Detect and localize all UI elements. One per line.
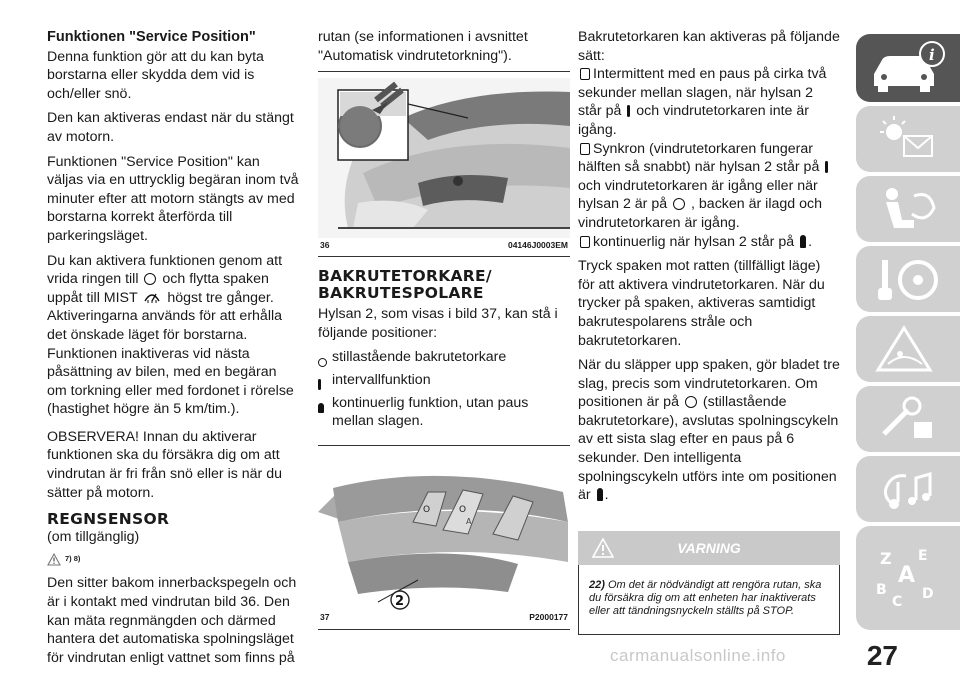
bullet-synkron	[578, 140, 840, 233]
paragraph: Denna funktion gör att du kan byta borstarna eller skydda dem vid is och/eller snö.	[47, 48, 264, 102]
text: Synkron (vindrutetorkaren fungerar hälften så snabbt) när hylsan 2 står på	[578, 140, 820, 176]
text: och vindrutetorkaren är igång eller när hylsan 2 är på	[578, 177, 818, 213]
list-item-text: stillastående bakrutetorkare	[332, 349, 507, 366]
circle-off-icon	[144, 273, 156, 285]
tab-safety[interactable]	[856, 176, 960, 242]
tab-warning-lights[interactable]	[856, 106, 960, 172]
bullet-continuous	[578, 233, 840, 252]
tab-maintenance[interactable]	[856, 386, 960, 452]
car-info-icon	[868, 40, 948, 96]
wiper-lever-image	[318, 452, 570, 611]
text: kontinuerlig när hylsan 2 står på	[593, 233, 795, 250]
bullet-box-icon	[580, 143, 590, 155]
position-continuous-icon	[800, 235, 806, 248]
text: Du kan aktivera funktionen genom att vrida ringen till	[47, 252, 283, 288]
warning-box-header	[578, 531, 840, 565]
text: Intermittent med en paus på cirka två sekunder mellan slagen, när hylsan 2 står på	[578, 66, 827, 120]
bullet-intermittent	[578, 65, 840, 139]
text: .	[808, 233, 813, 250]
text: och vindrutetorkaren inte är igång.	[578, 103, 809, 138]
figure-number: 36	[320, 239, 330, 250]
svg-text:E: E	[918, 548, 928, 564]
svg-text:i: i	[929, 46, 935, 64]
svg-text:O: O	[459, 504, 467, 515]
paragraph: Tryck spaken mot ratten (tillfälligt läge) för att aktivera vindrutetorkaren. När du trycker på spaken, aktiveras samtidigt bakrutespolarens stråle och bakrutetorkaren.	[578, 258, 825, 349]
tab-car-info[interactable]	[856, 34, 960, 102]
reference-numbers: 7) 8)	[65, 553, 81, 563]
section-heading-bakrutespolare: BAKRUTESPOLARE	[318, 284, 484, 303]
svg-text:B: B	[876, 582, 887, 598]
car-front-illustration	[318, 78, 570, 238]
paragraph: rutan (se informationen i avsnittet "Automatisk vindrutetorkning").	[318, 29, 528, 64]
paragraph	[47, 252, 299, 419]
bullet-box-icon	[580, 236, 590, 248]
service-tools-icon	[874, 394, 944, 444]
figure-code: 04146J0003EM	[507, 239, 568, 250]
breakdown-triangle-icon	[874, 324, 944, 374]
paragraph: Funktionen "Service Position" kan väljas via en uttrycklig begäran inom två minuter efter att motorn stängts av med borstarna korrekt återförda till parkeringsläget.	[47, 153, 299, 244]
key-steering-icon	[874, 254, 944, 304]
list-item-text: intervallfunktion	[332, 371, 431, 388]
multimedia-icon	[874, 464, 944, 514]
column-1	[47, 28, 299, 673]
warning-title: VARNING	[677, 539, 741, 556]
paragraph-note: OBSERVERA! Innan du aktiverar funktionen ska du försäkra dig om att vindrutan är fri från snö eller is när du sätter på motorn.	[47, 428, 282, 501]
warning-text: Om det är nödvändigt att rengöra rutan, ska du försäkra dig om att enheten har inaktiverats eller att tändningsnyckeln ställts på STOP.	[589, 578, 822, 617]
warning-lights-icon	[874, 114, 944, 164]
position-off-icon	[673, 198, 685, 210]
paragraph: Den kan aktiveras endast när du stängt av motorn.	[47, 110, 294, 145]
paragraph: Den sitter bakom innerbackspegeln och är i kontakt med vindrutan bild 36. Den kan mäta regnmängden och därmed hantera det automatiska spolningsläget för vindrutan enligt vattnet som finns på	[47, 575, 297, 666]
text: .	[604, 487, 609, 504]
svg-text:A: A	[466, 516, 472, 526]
subtitle: (om tillgänglig)	[47, 529, 140, 546]
svg-text:O: O	[423, 504, 431, 515]
text: När du släpper upp spaken, gör bladet tre slag, precis som vindrutetorkaren. Om positionen är på	[578, 357, 840, 411]
column-3	[578, 28, 840, 635]
wiper-stalk-illustration	[318, 452, 570, 611]
list-item	[318, 371, 570, 394]
tab-index[interactable]	[856, 526, 960, 630]
bullet-box-icon	[580, 68, 590, 80]
paragraph	[578, 356, 840, 505]
callout-number: 2	[395, 593, 405, 609]
position-continuous-icon	[318, 394, 332, 417]
position-interval-icon	[627, 105, 630, 117]
watermark: carmanualsonline.info	[610, 646, 786, 665]
tab-multimedia[interactable]	[856, 456, 960, 522]
tab-start-drive[interactable]	[856, 246, 960, 312]
rain-sensor-car-image	[318, 78, 570, 238]
section-heading-bakrutetorkare: BAKRUTETORKARE/	[318, 267, 492, 286]
text: (stillastående bakrutetorkare), avslutas spolningscykeln av ett sista slag efter en paus på 6 sekunder. Den intelligenta spolningscykeln utförs inte om positionen är	[578, 394, 839, 504]
seat-safety-icon	[874, 184, 944, 234]
section-heading-service-position: Funktionen "Service Position"	[47, 29, 256, 45]
figure-number: 37	[320, 612, 330, 623]
paragraph: Hylsan 2, som visas i bild 37, kan stå i följande positioner:	[318, 306, 558, 341]
warning-number: 22)	[589, 578, 605, 591]
svg-text:D: D	[922, 586, 934, 602]
text: , backen är ilagd och vindrutetorkaren är igång.	[578, 196, 822, 231]
position-interval-icon	[318, 371, 332, 394]
column-2	[318, 28, 570, 630]
warning-triangle-icon	[47, 553, 61, 566]
tab-emergency[interactable]	[856, 316, 960, 382]
position-off-icon	[318, 348, 332, 371]
svg-text:Z: Z	[880, 549, 892, 568]
warning-triangle-icon	[592, 538, 614, 558]
svg-text:C: C	[892, 594, 903, 610]
list-item	[318, 394, 570, 431]
list-item	[318, 348, 570, 371]
warning-box-body	[578, 565, 840, 635]
text: och flytta spaken uppåt till MIST	[47, 271, 269, 306]
index-icon	[874, 542, 944, 612]
svg-text:A: A	[898, 563, 916, 588]
page-number: 27	[866, 640, 898, 671]
paragraph: Bakrutetorkaren kan aktiveras på följande sätt:	[578, 29, 840, 64]
position-off-icon	[685, 396, 697, 408]
warning-reference	[47, 550, 299, 569]
figure-36	[318, 71, 570, 257]
list-item-text: kontinuerlig funktion, utan paus mellan slagen.	[332, 394, 529, 430]
position-interval-icon	[825, 161, 828, 173]
figure-37	[318, 445, 570, 630]
position-continuous-icon	[597, 488, 603, 501]
section-heading-regnsensor: REGNSENSOR	[47, 510, 170, 529]
figure-code: P2000177	[529, 612, 568, 623]
text: högst tre gånger. Aktiveringarna används för att erhålla det önskade läget för borstarna. Funktionen inaktiveras vid nästa påsättning av bilen, med en begäran om torkning eller med fordonet i rörelse (hastighet högre än 5 km/tim.).	[47, 289, 294, 418]
mist-wiper-icon	[143, 291, 161, 304]
